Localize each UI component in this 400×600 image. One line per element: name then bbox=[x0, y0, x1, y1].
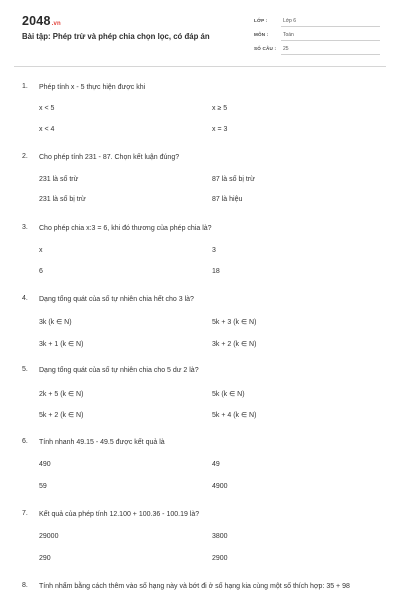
option-a[interactable]: x < 5 bbox=[39, 105, 55, 112]
question-number: 7. bbox=[22, 510, 28, 517]
option-c[interactable]: 290 bbox=[39, 555, 51, 562]
option-b[interactable]: 5k (k ∈ N) bbox=[212, 391, 245, 398]
option-b[interactable]: 49 bbox=[212, 461, 220, 468]
option-d[interactable]: 3k + 2 (k ∈ N) bbox=[212, 341, 257, 348]
meta-value: Toán bbox=[283, 32, 294, 38]
meta-underline bbox=[281, 54, 380, 55]
option-d[interactable]: 18 bbox=[212, 268, 220, 275]
option-a[interactable]: 231 là số trừ bbox=[39, 176, 79, 183]
question-text: Kết quả của phép tính 12.100 + 100.36 - 100.19 là? bbox=[39, 511, 200, 518]
option-a[interactable]: 490 bbox=[39, 461, 51, 468]
option-b[interactable]: 3800 bbox=[212, 533, 228, 540]
option-d[interactable]: 4900 bbox=[212, 483, 228, 490]
option-d[interactable]: x = 3 bbox=[212, 126, 228, 133]
option-c[interactable]: 6 bbox=[39, 268, 43, 275]
option-b[interactable]: x ≥ 5 bbox=[212, 105, 228, 112]
question-number: 6. bbox=[22, 438, 28, 445]
question-text: Cho phép tính 231 - 87. Chọn kết luận đúng? bbox=[39, 154, 180, 161]
meta-label: SỐ CÂU : bbox=[254, 46, 277, 51]
option-c[interactable]: 59 bbox=[39, 483, 47, 490]
meta-underline bbox=[281, 40, 380, 41]
question-text: Tính nhẩm bằng cách thêm vào số hạng này và bớt đi ở số hạng kia cùng một số thích hợp: 35 + 98 bbox=[39, 583, 350, 590]
logo-suffix: .vn bbox=[51, 21, 61, 27]
meta-grade bbox=[254, 16, 380, 28]
question-text: Dạng tổng quát của số tự nhiên chia hết cho 3 là? bbox=[39, 296, 194, 303]
meta-value: 25 bbox=[283, 46, 289, 52]
meta-value: Lớp 6 bbox=[283, 18, 297, 24]
option-a[interactable]: x bbox=[39, 247, 43, 254]
question-text: Tính nhanh 49.15 - 49.5 được kết quả là bbox=[39, 439, 165, 446]
option-c[interactable]: 231 là số bị trừ bbox=[39, 196, 86, 203]
meta-underline bbox=[281, 26, 380, 27]
question-number: 4. bbox=[22, 295, 28, 302]
site-logo[interactable] bbox=[22, 14, 61, 28]
option-b[interactable]: 5k + 3 (k ∈ N) bbox=[212, 319, 257, 326]
option-a[interactable]: 2k + 5 (k ∈ N) bbox=[39, 391, 84, 398]
option-c[interactable]: 5k + 2 (k ∈ N) bbox=[39, 412, 84, 419]
option-b[interactable]: 3 bbox=[212, 247, 216, 254]
meta-label: LỚP : bbox=[254, 18, 268, 23]
option-d[interactable]: 2900 bbox=[212, 555, 228, 562]
question-text: Dạng tổng quát của số tự nhiên chia cho 5 dư 2 là? bbox=[39, 367, 199, 374]
question-number: 5. bbox=[22, 366, 28, 373]
logo-text: 2048 bbox=[22, 14, 51, 28]
question-number: 3. bbox=[22, 224, 28, 231]
option-b[interactable]: 87 là số bị trừ bbox=[212, 176, 255, 183]
worksheet-title: Bài tập: Phép trừ và phép chia chọn lọc, có đáp án bbox=[22, 32, 210, 41]
option-c[interactable]: 3k + 1 (k ∈ N) bbox=[39, 341, 84, 348]
question-text: Cho phép chia x:3 = 6, khi đó thương của phép chia là? bbox=[39, 225, 212, 232]
meta-label: MÔN : bbox=[254, 32, 269, 37]
meta-question-count bbox=[254, 44, 380, 56]
question-text: Phép tính x - 5 thực hiện được khi bbox=[39, 84, 146, 91]
option-a[interactable]: 3k (k ∈ N) bbox=[39, 319, 72, 326]
worksheet-header bbox=[0, 0, 400, 66]
option-c[interactable]: x < 4 bbox=[39, 126, 55, 133]
option-a[interactable]: 29000 bbox=[39, 533, 59, 540]
option-d[interactable]: 87 là hiệu bbox=[212, 196, 243, 203]
question-number: 8. bbox=[22, 582, 28, 589]
meta-subject bbox=[254, 30, 380, 42]
question-number: 1. bbox=[22, 83, 28, 90]
question-number: 2. bbox=[22, 153, 28, 160]
header-divider bbox=[14, 66, 386, 67]
option-d[interactable]: 5k + 4 (k ∈ N) bbox=[212, 412, 257, 419]
